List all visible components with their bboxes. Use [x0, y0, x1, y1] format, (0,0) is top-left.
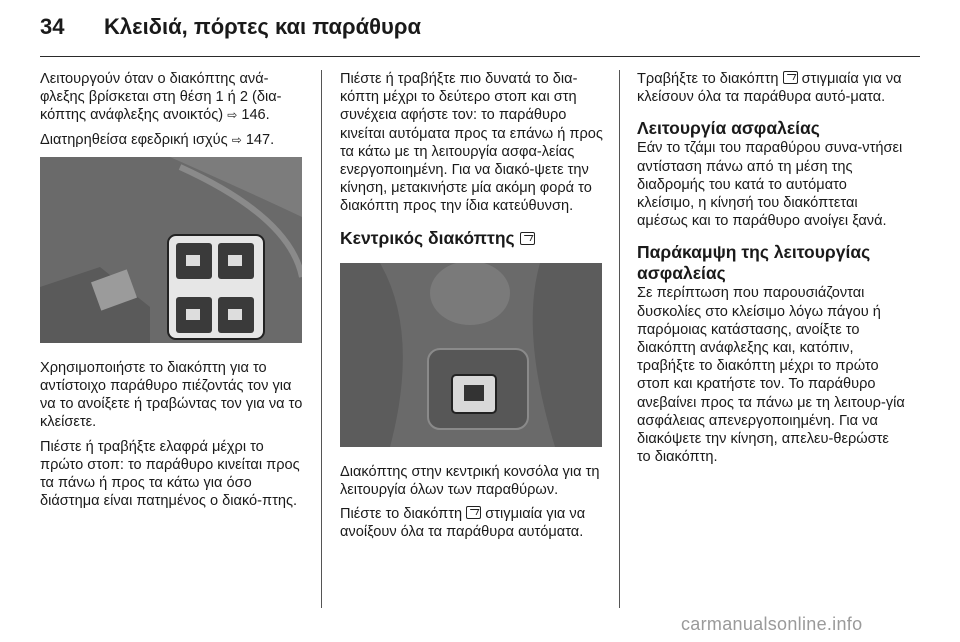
- page-title: Κλειδιά, πόρτες και παράθυρα: [104, 14, 421, 39]
- text: Τραβήξτε το διακόπτη: [637, 71, 779, 87]
- window-switch-icon: [466, 506, 481, 519]
- photo-illustration: [40, 157, 302, 343]
- paragraph: Πιέστε ή τραβήξτε ελαφρά μέχρι το πρώτο στοπ: το παράθυρο κινείται προς τα πάνω ή προς τα κάτω για όσο διάστημα είναι πατημένος ο διακό-πτης.: [40, 438, 300, 510]
- paragraph: [40, 131, 308, 149]
- page-reference[interactable]: 146.: [241, 107, 270, 124]
- window-switch-icon: [783, 71, 798, 84]
- watermark: carmanualsonline.info: [681, 614, 863, 634]
- photo-illustration: [340, 263, 602, 447]
- column-3: [637, 70, 905, 472]
- column-1: [40, 70, 308, 516]
- caption: Διακόπτης στην κεντρική κονσόλα για τη λειτουργία όλων των παραθύρων.: [340, 463, 600, 498]
- door-window-switch-photo: [40, 157, 302, 343]
- window-switch-icon: [520, 232, 535, 245]
- text: Πιέστε το διακόπτη: [340, 506, 463, 523]
- text: Διατηρηθείσα εφεδρική ισχύς: [40, 131, 228, 148]
- column-divider: [619, 70, 620, 608]
- paragraph: Εάν το τζάμι του παραθύρου συνα-ντήσει αντίσταση πάνω από τη μέση της διαδρομής του κατά το αυτόματο κλείσιμο, η κίνησή του διακόπτεται αμέσως και το παράθυρο ανοίγει ξανά.: [637, 140, 903, 230]
- paragraph: Χρησιμοποιήστε το διακόπτη για το αντίστοιχο παράθυρο πιέζοντάς τον για να το ανοίξετε ή τραβώντας τον για να το κλείσετε.: [40, 359, 303, 431]
- paragraph: [340, 505, 608, 541]
- text: στιγμιαία για να κλείσουν όλα τα παράθυρα αυτό-ματα.: [637, 71, 902, 106]
- reference-arrow-icon: ⇨: [231, 132, 242, 147]
- paragraph: Σε περίπτωση που παρουσιάζονται δυσκολίες στο κλείσιμο λόγω πάγου ή παρόμοιας κατάστασης, ανοίξτε το διακόπτη ανάφλεξης και, κατόπιν, τραβήξτε το διακόπτη μέχρι το πρώτο στοπ και κρατήστε τον. Το παράθυρο ανεβαίνει προς τα πάνω με τη λειτουρ-γία ασφάλειας απενεργοποιημένη. Για να διακόψετε την κίνηση, απελευ-θερώστε το διακόπτη.: [637, 285, 905, 466]
- paragraph: Πιέστε ή τραβήξτε πιο δυνατά το δια-κόπτη μέχρι το δεύτερο στοπ και στη συνέχεια αφήστε τον: το παράθυρο κινείται αυτόματα προς τα επάνω ή προς τα κάτω με τη λειτουργία ασφα-λείας ενεργοποιημένη. Για να διακό-ψετε την κίνηση, μετακινήστε μία ακόμη φορά το διακόπτη προς την ίδια κατεύθυνση.: [340, 71, 603, 215]
- reference-arrow-icon: ⇨: [227, 108, 238, 123]
- paragraph: [637, 70, 905, 106]
- column-divider: [321, 70, 322, 608]
- text: στιγμιαία για να ανοίξουν όλα τα παράθυρα αυτόματα.: [340, 506, 586, 541]
- page-header: [40, 14, 421, 40]
- heading-text: Κεντρικός διακόπτης: [340, 227, 515, 248]
- page-reference[interactable]: 147.: [245, 131, 275, 148]
- section-heading: Λειτουργία ασφαλείας: [637, 118, 820, 139]
- column-2: [340, 70, 608, 547]
- section-heading: Παράκαμψη της λειτουργίας ασφαλείας: [637, 242, 871, 284]
- section-heading: [340, 228, 608, 249]
- center-console-switch-photo: [340, 263, 602, 447]
- page-number: 34: [40, 14, 65, 39]
- text: Λειτουργούν όταν ο διακόπτης ανά-φλεξης βρίσκεται στη θέση 1 ή 2 (δια-κόπτης ανάφλεξης ανοικτός): [40, 71, 282, 124]
- paragraph: [40, 70, 308, 125]
- header-rule: [40, 56, 920, 57]
